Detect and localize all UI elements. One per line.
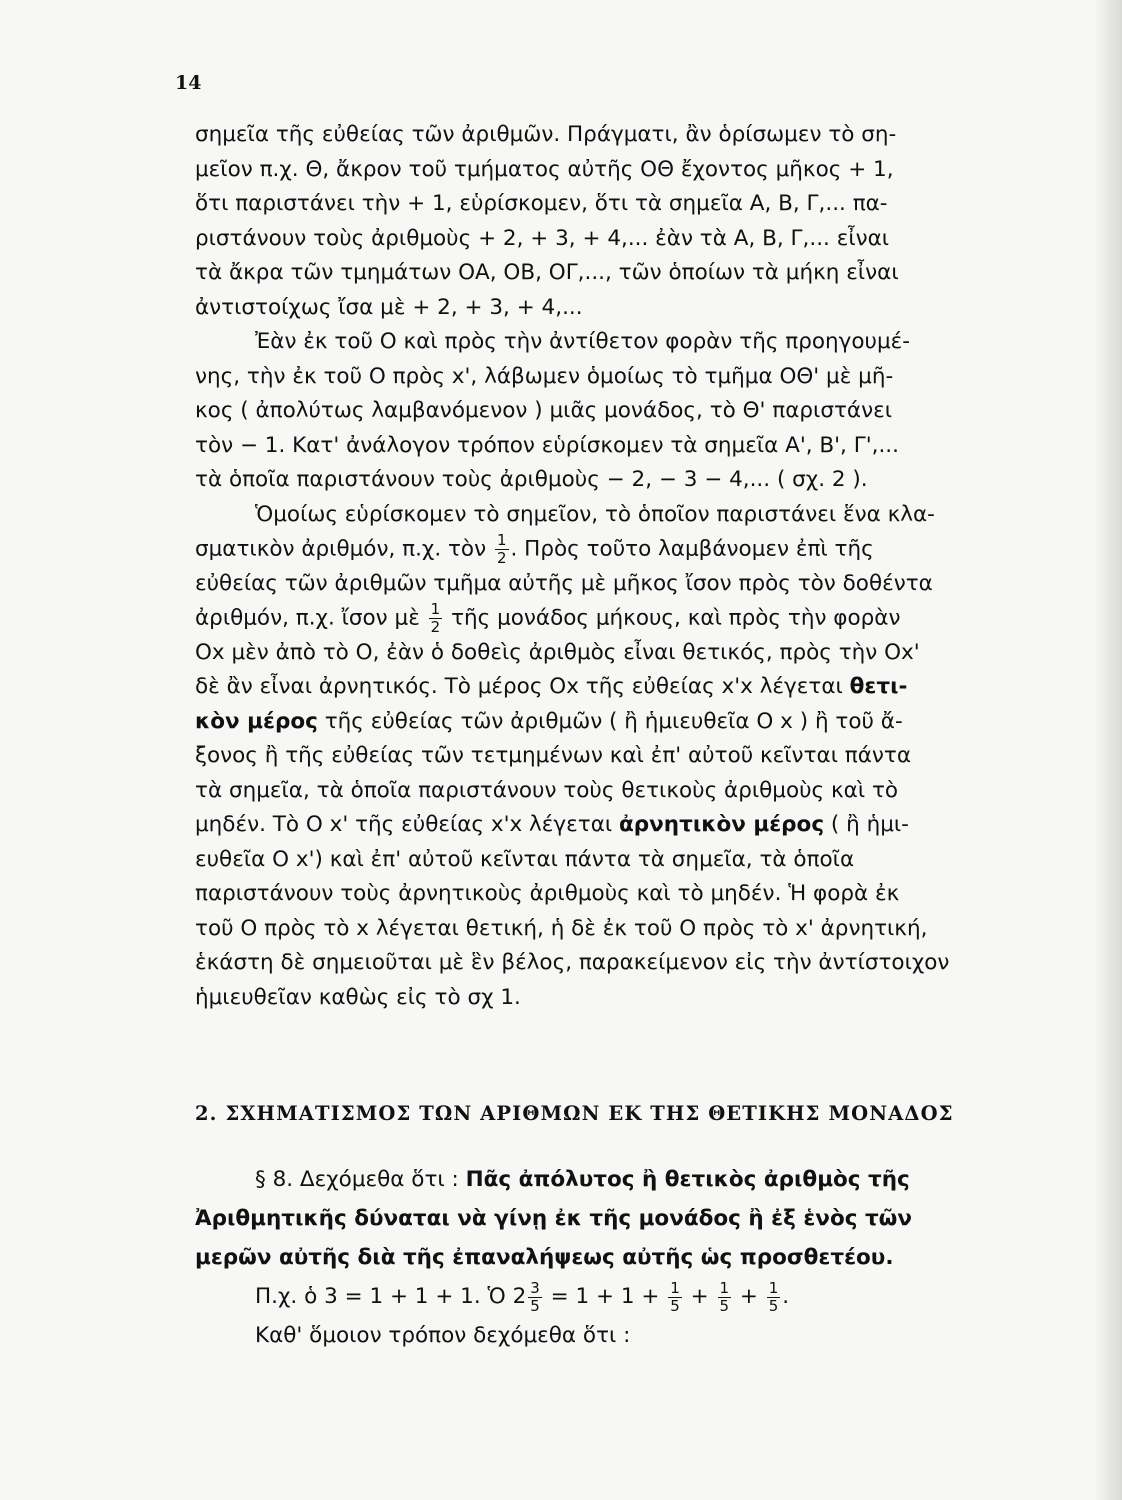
text-line: ἑκάστη δὲ σημειοῦται μὲ ἓν βέλος, παρακείμενον εἰς τὴν ἀντίστοιχον [195,950,950,975]
text-line: Ὁμοίως εὑρίσκομεν τὸ σημεῖον, τὸ ὁποῖον παριστάνει ἕνα κλα- [255,501,935,527]
text-span: δὲ ἂν εἶναι ἀρνητικός. Τὸ μέρος Οx τῆς εὐθείας x'x λέγεται [195,674,843,699]
text-span: τῆς μονάδος μήκους, καὶ πρὸς τὴν φορὰν [451,605,901,631]
text-span: = 1 + 1 + [550,1284,660,1309]
text-line: κος ( ἀπολύτως λαμβανόμενον ) μιᾶς μονάδος, τὸ Θ' παριστάνει [195,398,892,423]
fraction [429,601,443,636]
section-8 [195,1160,1035,1355]
section-heading: 2. ΣΧΗΜΑΤΙΣΜΟΣ ΤΩΝ ΑΡΙΘΜΩΝ ΕΚ ΤΗΣ ΘΕΤΙΚΗΣ ΜΟΝΑΔΟΣ [195,1102,954,1125]
text-line: ὅτι παριστάνει τὴν + 1, εὑρίσκομεν, ὅτι τὰ σημεῖα Α, Β, Γ,... πα- [195,191,888,216]
text-line: ἡμιευθεῖαν καθὼς εἰς τὸ σχ 1. [195,984,521,1010]
text-span: . [782,1284,790,1309]
plus-sign: + [739,1284,758,1309]
fraction [718,1280,732,1315]
fraction-numerator: 3 [530,1278,540,1297]
section-label: § 8. Δεχόμεθα ὅτι : [255,1167,459,1192]
text-line: νης, τὴν ἐκ τοῦ Ο πρὸς x', λάβωμεν ὁμοίως τὸ τμῆμα ΟΘ' μὲ μῆ- [195,363,894,389]
text-span: μηδέν. Τὸ Ο x' τῆς εὐθείας x'x λέγεται [195,812,613,837]
text-span: τῆς εὐθείας τῶν ἀριθμῶν ( ἢ ἡμιευθεῖα Ο x ) ἢ τοῦ ἄ- [324,708,903,734]
text-line: τὰ ἄκρα τῶν τμημάτων ΟΑ, ΟΒ, ΟΓ,..., τῶν ὁποίων τὰ μήκη εἶναι [195,260,899,285]
text-span: ( ἢ ἡμι- [830,812,909,837]
text-span: σματικὸν ἀριθμόν, π.χ. τὸν [195,536,487,562]
fraction [668,1280,682,1315]
bold-statement: Πᾶς ἀπόλυτος ἢ θετικὸς ἀριθμὸς τῆς [465,1167,910,1192]
fraction-denominator: 5 [768,1296,779,1315]
text-line: παριστάνουν τοὺς ἀρνητικοὺς ἀριθμοὺς καὶ τὸ μηδέν. Ἡ φορὰ ἐκ [195,881,900,906]
text-line: Ἐὰν ἐκ τοῦ Ο καὶ πρὸς τὴν ἀντίθετον φορὰν τῆς προηγουμέ- [255,329,911,354]
text-line-with-fraction [195,532,1035,567]
text-line-with-fraction [195,601,1035,636]
bold-statement: Ἀριθμητικῆς δύναται νὰ γίνῃ ἐκ τῆς μονάδος ἢ ἐξ ἑνὸς τῶν [195,1206,913,1231]
fraction [767,1280,781,1315]
fraction-numerator: 1 [670,1278,680,1297]
text-line: σημεῖα τῆς εὐθείας τῶν ἀριθμῶν. Πράγματι, ἂν ὁρίσωμεν τὸ ση- [195,122,897,147]
text-line: μεῖον π.χ. Θ, ἄκρον τοῦ τμήματος αὐτῆς ΟΘ ἔχοντος μῆκος + 1, [195,156,894,182]
text-span: Π.χ. ὁ 3 = 1 + 1 + 1. Ὁ 2 [255,1284,527,1309]
fraction-numerator: 1 [719,1278,730,1297]
text-line [195,1160,1035,1199]
text-line: Καθ' ὅμοιον τρόπον δεχόμεθα ὅτι : [255,1323,631,1348]
fraction-denominator: 5 [670,1296,680,1315]
text-span: ἀριθμόν, π.χ. ἴσον μὲ [195,605,420,631]
fraction-denominator: 2 [430,618,441,636]
fraction-numerator: 1 [430,600,441,618]
bold-term: ἀρνητικὸν μέρος [618,812,825,837]
fraction [495,532,509,567]
fraction-numerator: 1 [496,531,507,549]
text-line [195,705,1035,740]
text-line: ξονος ἢ τῆς εὐθείας τῶν τετμημένων καὶ ἐπ' αὐτοῦ κεῖνται πάντα [195,743,912,768]
plus-sign: + [690,1284,709,1309]
text-span: . Πρὸς τοῦτο λαμβάνομεν ἐπὶ τῆς [510,536,874,562]
text-line: τὸν − 1. Κατ' ἀνάλογον τρόπον εὑρίσκομεν τὰ σημεῖα Α', Β', Γ',... [195,432,899,458]
text-line: τοῦ Ο πρὸς τὸ x λέγεται θετική, ἡ δὲ ἐκ τοῦ Ο πρὸς τὸ x' ἀρνητική, [195,915,928,941]
text-line [195,670,1035,705]
text-line: εὐθείας τῶν ἀριθμῶν τμῆμα αὐτῆς μὲ μῆκος ἴσον πρὸς τὸν δοθέντα [195,570,933,596]
page-number: 14 [175,72,202,94]
page-edge-shadow [1094,0,1122,1500]
fraction-denominator: 5 [530,1296,540,1315]
bold-statement: μερῶν αὐτῆς διὰ τῆς ἐπαναλήψεως αὐτῆς ὡς προσθετέου. [195,1245,894,1270]
text-line [195,808,1035,843]
bold-term: θετι- [849,674,908,699]
text-line: ριστάνουν τοὺς ἀριθμοὺς + 2, + 3, + 4,... ἐὰν τὰ Α, Β, Γ,... εἶναι [195,225,890,251]
fraction-numerator: 1 [768,1278,779,1297]
bold-term: κὸν μέρος [195,708,318,734]
body-text [195,118,1035,1015]
text-line: ευθεῖα Ο x') καὶ ἐπ' αὐτοῦ κεῖνται πάντα τὰ σημεῖα, τὰ ὁποῖα [195,846,855,872]
fraction [528,1280,542,1315]
example-line [195,1277,1035,1316]
fraction-denominator: 5 [719,1296,730,1315]
text-line: τὰ ὁποῖα παριστάνουν τοὺς ἀριθμοὺς − 2, − 3 − 4,... ( σχ. 2 ). [195,467,868,492]
text-line: Οx μὲν ἀπὸ τὸ Ο, ἐὰν ὁ δοθεὶς ἀριθμὸς εἶναι θετικός, πρὸς τὴν Οx' [195,639,920,665]
fraction-denominator: 2 [496,549,507,567]
text-line: ἀντιστοίχως ἴσα μὲ + 2, + 3, + 4,... [195,294,583,320]
text-line: τὰ σημεῖα, τὰ ὁποῖα παριστάνουν τοὺς θετικοὺς ἀριθμοὺς καὶ τὸ [195,777,899,803]
